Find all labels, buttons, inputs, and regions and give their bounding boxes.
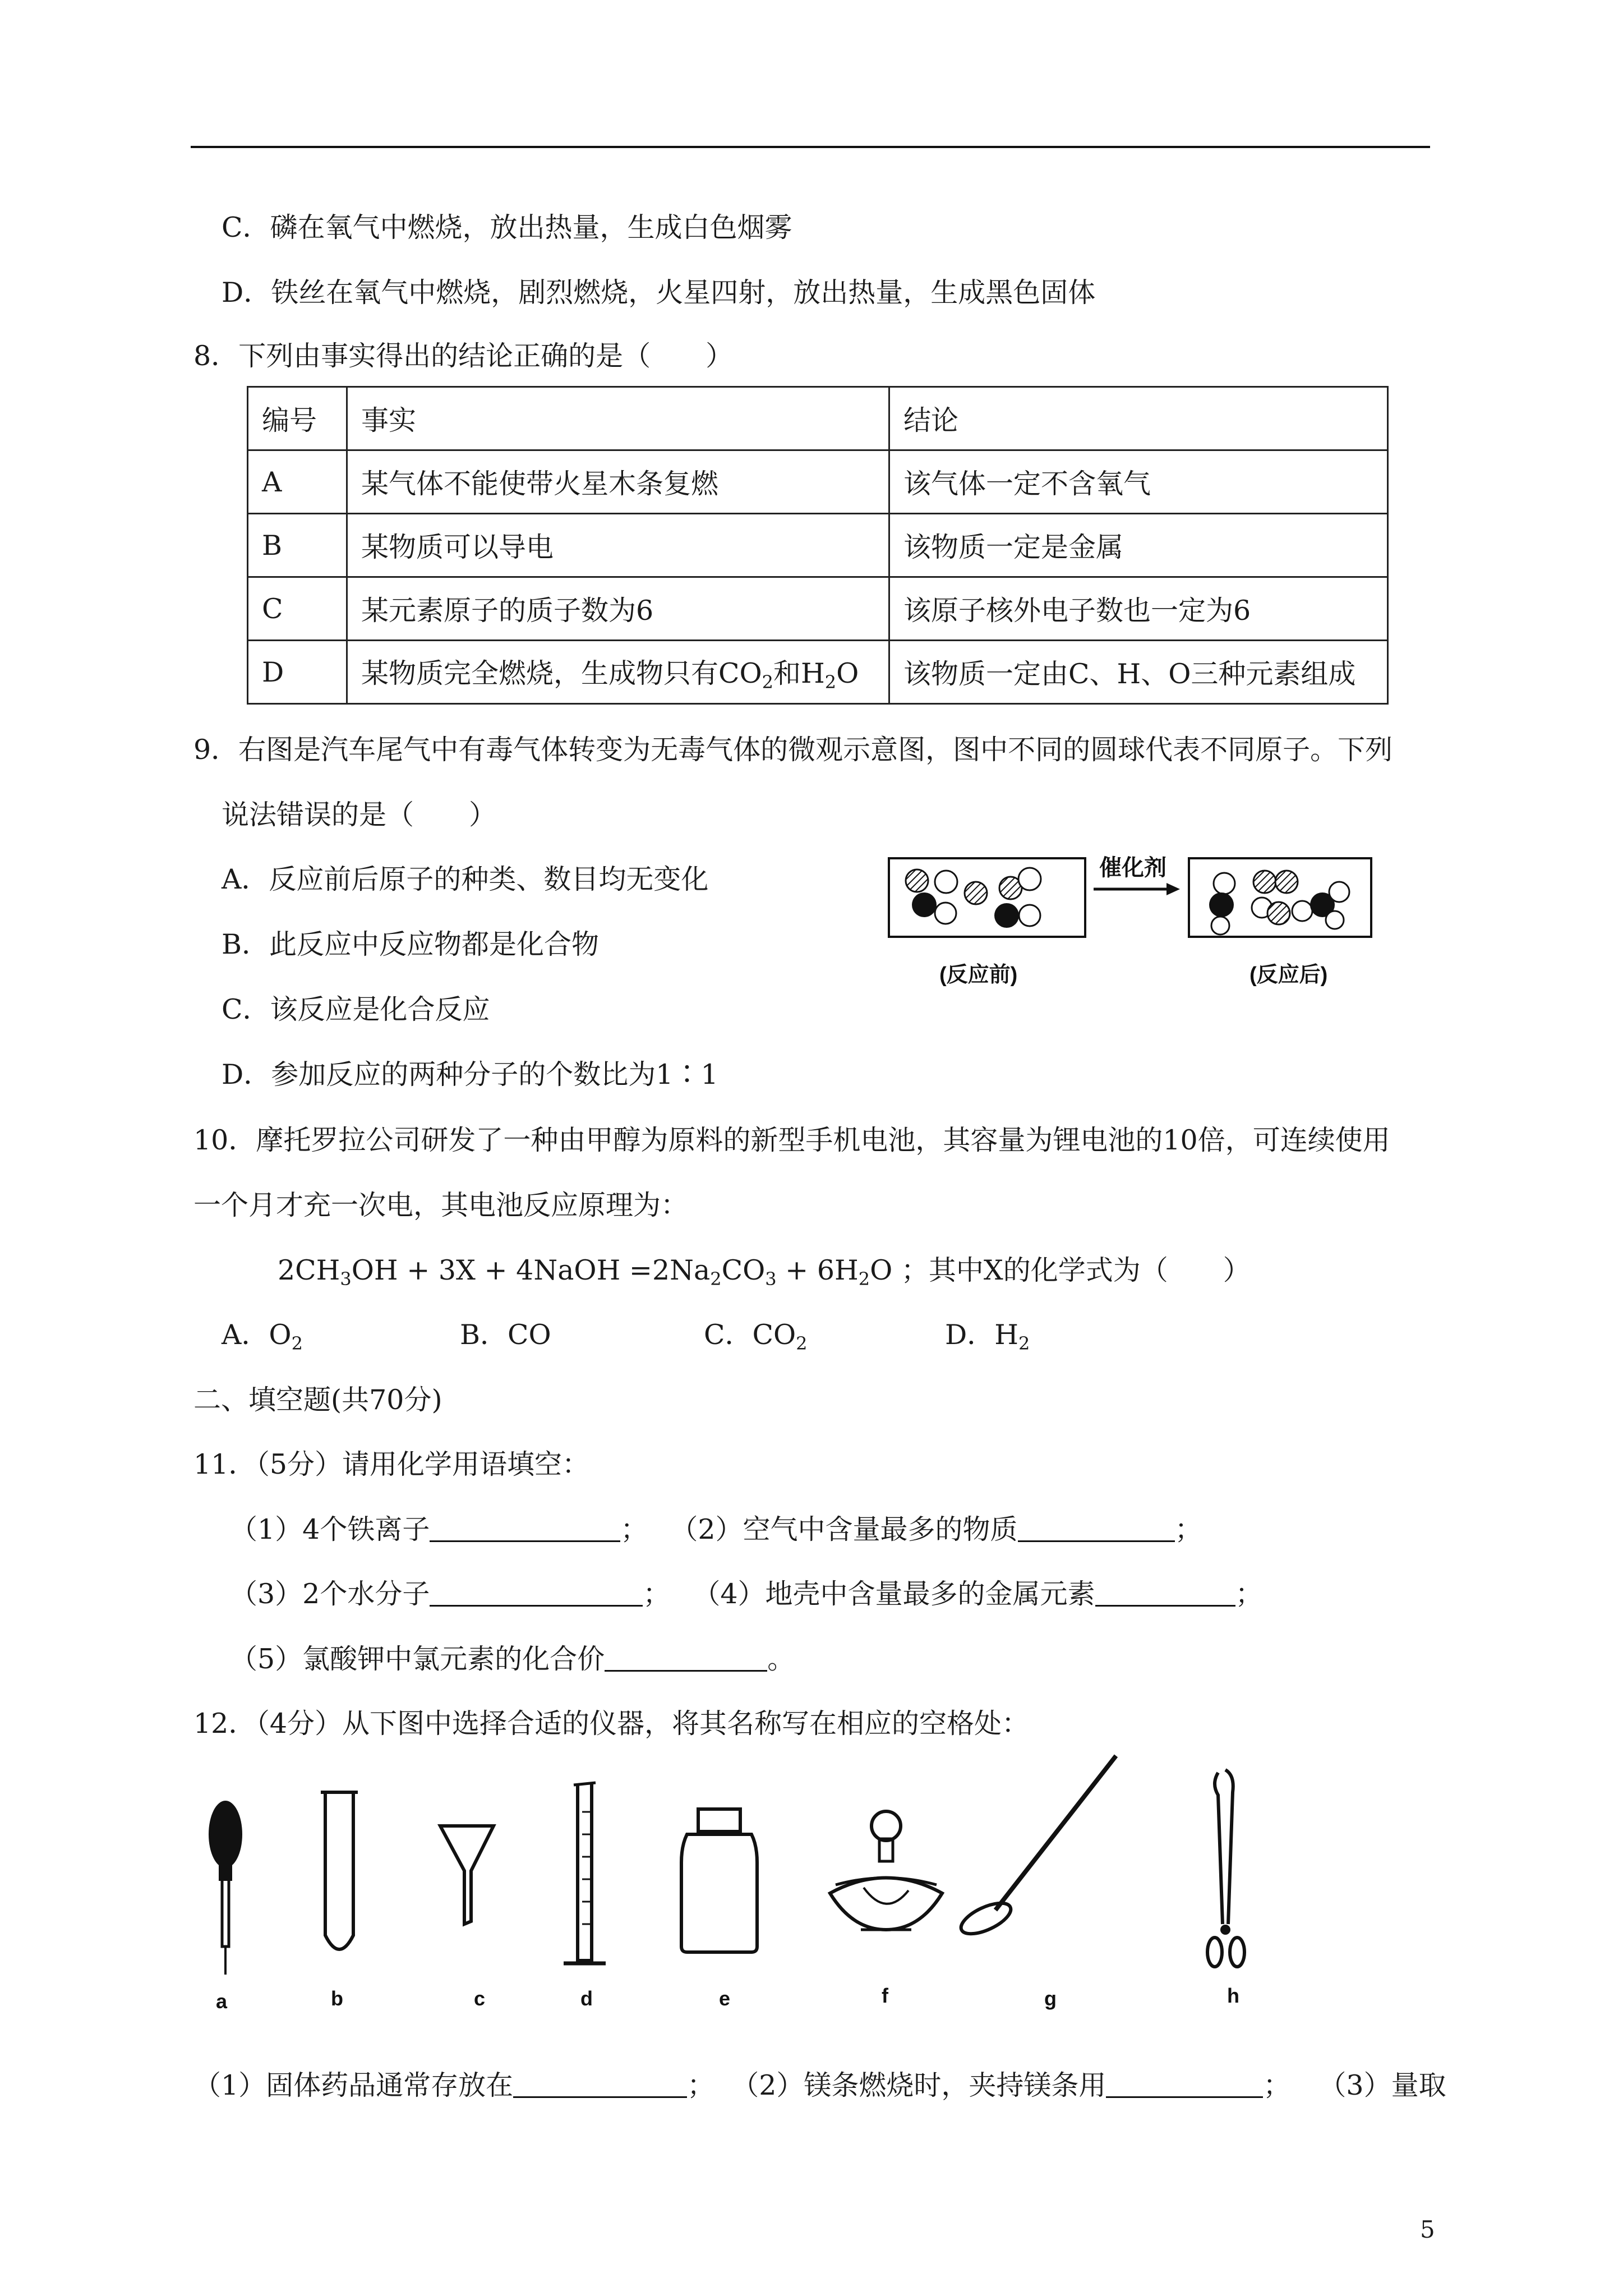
table-cell: 该原子核外电子数也一定为6 <box>889 577 1388 641</box>
subscript: 2 <box>858 1268 870 1290</box>
table-cell <box>347 641 889 704</box>
test-tube-icon <box>325 1792 353 1949</box>
blank-label: （2）镁条燃烧时，夹持镁条用 <box>731 2069 1106 2101</box>
facts-table <box>247 386 1389 705</box>
apparatus-label: h <box>1227 1984 1239 2007</box>
table-row <box>248 577 1388 641</box>
equation-text: OH + 3X + 4NaOH =2Na <box>351 1254 711 1286</box>
answer-blank[interactable] <box>513 2070 687 2098</box>
fact-text: O <box>836 657 859 689</box>
table-cell: 该物质一定是金属 <box>889 514 1388 577</box>
q10-option-b: B．CO <box>460 1319 551 1351</box>
table-row <box>248 514 1388 577</box>
separator: ； <box>1235 1578 1263 1610</box>
after-label: (反应后) <box>1249 963 1328 987</box>
blank-label: （3）2个水分子 <box>230 1578 430 1610</box>
answer-blank[interactable] <box>1106 2070 1263 2098</box>
q8-stem: 8．下列由事实得出的结论正确的是（ ） <box>193 340 734 372</box>
fact-text: 某物质完全燃烧，生成物只有CO <box>361 657 762 689</box>
q10-stem-line1: 10．摩托罗拉公司研发了一种由甲醇为原料的新型手机电池，其容量为锂电池的10倍，可连续使用 <box>193 1124 1390 1156</box>
q10-option-a <box>222 1318 303 1360</box>
separator: ； <box>1263 2069 1291 2101</box>
q9-stem-line1: 9．右图是汽车尾气中有毒气体转变为无毒气体的微观示意图，图中不同的圆球代表不同原子。下列 <box>193 734 1393 766</box>
separator: ； <box>643 1578 671 1610</box>
apparatus-label: g <box>1044 1987 1057 2010</box>
option-text: C．CO <box>704 1319 796 1351</box>
graduated-cylinder-icon <box>564 1783 606 1963</box>
table-header-cell: 事实 <box>347 387 889 450</box>
apparatus-label: a <box>216 1990 228 2013</box>
blank-label: （3）量取 <box>1318 2069 1446 2101</box>
q12-stem: 12．（4分）从下图中选择合适的仪器，将其名称写在相应的空格处： <box>193 1708 1030 1740</box>
section-title: 二、填空题(共70分) <box>193 1384 442 1416</box>
equation-text: CO <box>721 1254 766 1286</box>
q10-equation <box>278 1254 1251 1296</box>
blank-label: （2）空气中含量最多的物质 <box>670 1513 1018 1545</box>
q12-row1 <box>193 2069 1446 2102</box>
q11-row3 <box>230 1642 795 1676</box>
subscript: 2 <box>1018 1333 1030 1354</box>
option-text: A．O <box>222 1319 292 1351</box>
separator: 。 <box>767 1643 795 1675</box>
q10-option-c <box>704 1318 808 1360</box>
table-cell: D <box>248 641 347 704</box>
blank-label: （1）固体药品通常存放在 <box>193 2069 514 2101</box>
subscript: 2 <box>710 1268 722 1290</box>
q10-option-d <box>945 1318 1030 1360</box>
apparatus-svg <box>191 1750 1312 2014</box>
separator: ； <box>1174 1513 1202 1545</box>
answer-blank[interactable] <box>430 1579 643 1607</box>
q9-option-d: D．参加反应的两种分子的个数比为1∶1 <box>222 1059 718 1091</box>
apparatus-label: b <box>331 1987 343 2010</box>
blank-label: （1）4个铁离子 <box>230 1513 430 1545</box>
separator: ； <box>687 2069 715 2101</box>
table-cell: C <box>248 577 347 641</box>
q11-row1 <box>230 1513 1202 1547</box>
answer-blank[interactable] <box>1095 1579 1235 1607</box>
apparatus-label: c <box>474 1987 486 2010</box>
dropper-icon <box>209 1801 242 1975</box>
answer-blank[interactable] <box>1018 1515 1175 1542</box>
table-row <box>248 450 1388 514</box>
table-cell: 某物质可以导电 <box>347 514 889 577</box>
q9-option-c: C．该反应是化合反应 <box>222 993 490 1025</box>
apparatus-figure <box>191 1750 1312 2014</box>
subscript: 2 <box>796 1333 808 1354</box>
q10-stem-line2: 一个月才充一次电，其电池反应原理为： <box>193 1189 689 1221</box>
table-cell: B <box>248 514 347 577</box>
header-rule <box>191 146 1430 148</box>
subscript: 2 <box>762 671 774 693</box>
equation-text: O ；其中X的化学式为（ ） <box>870 1254 1251 1286</box>
blank-label: （4）地壳中含量最多的金属元素 <box>693 1578 1095 1610</box>
table-cell: 某气体不能使带火星木条复燃 <box>347 450 889 514</box>
blank-label: （5）氯酸钾中氯元素的化合价 <box>230 1643 605 1675</box>
subscript: 3 <box>765 1268 777 1290</box>
equation-text: + 6H <box>776 1254 859 1286</box>
medicine-spoon-icon <box>957 1756 1116 1940</box>
fact-text: 和H <box>773 657 825 689</box>
reagent-bottle-icon <box>681 1809 757 1952</box>
q7-option-d: D．铁丝在氧气中燃烧，剧烈燃烧，火星四射，放出热量，生成黑色固体 <box>222 277 1096 309</box>
subscript: 2 <box>824 671 837 693</box>
subscript: 3 <box>340 1268 352 1290</box>
page-number: 5 <box>1420 2216 1435 2243</box>
table-cell: 某元素原子的质子数为6 <box>347 577 889 641</box>
option-text: D．H <box>945 1319 1019 1351</box>
table-header-row <box>248 387 1388 450</box>
q9-stem-line2: 说法错误的是（ ） <box>222 799 497 831</box>
table-header-cell: 结论 <box>889 387 1388 450</box>
reaction-diagram <box>886 841 1391 999</box>
subscript: 2 <box>291 1333 303 1354</box>
reaction-diagram-svg <box>886 841 1391 999</box>
catalyst-label: 催化剂 <box>1099 855 1166 880</box>
q11-row2 <box>230 1577 1263 1611</box>
funnel-icon <box>440 1826 494 1924</box>
answer-blank[interactable] <box>430 1515 620 1542</box>
equation-text: 2CH <box>278 1254 340 1286</box>
q7-option-c: C．磷在氧气中燃烧，放出热量，生成白色烟雾 <box>222 211 792 243</box>
table-row <box>248 641 1388 704</box>
apparatus-label: d <box>580 1987 593 2010</box>
alcohol-lamp-icon <box>830 1811 942 1930</box>
q9-option-a: A．反应前后原子的种类、数目均无变化 <box>222 863 709 895</box>
separator: ； <box>620 1513 648 1545</box>
table-header-cell: 编号 <box>248 387 347 450</box>
q9-option-b: B．此反应中反应物都是化合物 <box>222 928 600 960</box>
answer-blank[interactable] <box>605 1644 767 1672</box>
apparatus-label: f <box>882 1984 888 2007</box>
table-cell: A <box>248 450 347 514</box>
before-label: (反应前) <box>939 963 1018 987</box>
table-cell: 该气体一定不含氧气 <box>889 450 1388 514</box>
q11-stem: 11．（5分）请用化学用语填空： <box>193 1448 590 1480</box>
table-cell: 该物质一定由C、H、O三种元素组成 <box>889 641 1388 704</box>
crucible-tongs-icon <box>1207 1770 1244 1967</box>
apparatus-label: e <box>719 1987 731 2010</box>
